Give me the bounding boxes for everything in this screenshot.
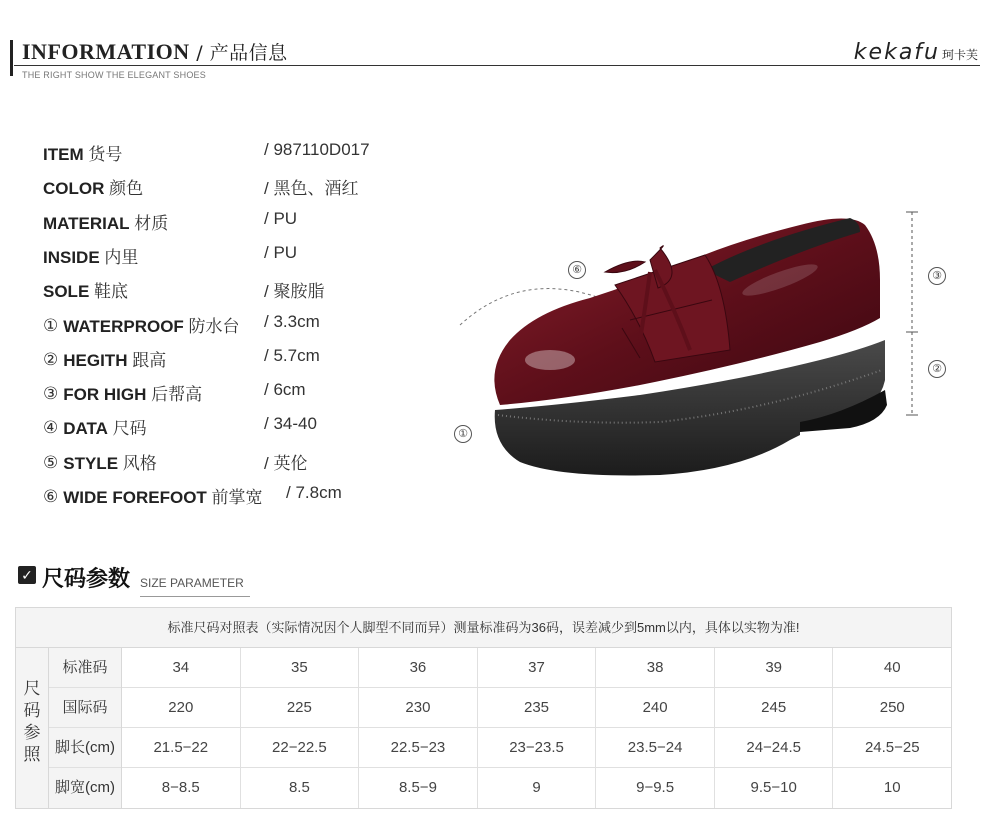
size-table-note: 标准尺码对照表（实际情况因个人脚型不同而异）测量标准码为36码，误差减少到5mm以内，具体以实物为准! xyxy=(16,608,951,648)
spec-row xyxy=(43,174,463,200)
spec-label xyxy=(43,346,166,371)
brand-name-cn: 珂卡芙 xyxy=(941,48,978,62)
spec-value: / 英伦 xyxy=(264,453,308,473)
spec-row xyxy=(43,209,463,235)
size-table xyxy=(15,607,952,809)
spec-row xyxy=(43,414,463,440)
spec-index: ① xyxy=(43,315,59,335)
spec-row xyxy=(43,140,463,166)
spec-row xyxy=(43,277,463,303)
spec-row xyxy=(43,243,463,269)
title-en: INFORMATION xyxy=(22,39,190,64)
spec-label-en: ITEM xyxy=(43,145,84,164)
spec-label-en: WIDE FOREFOOT xyxy=(63,488,207,507)
table-cell: 225 xyxy=(241,688,360,727)
spec-label-en: FOR HIGH xyxy=(63,385,147,405)
table-row xyxy=(122,688,951,728)
header-divider xyxy=(14,65,980,66)
brand xyxy=(854,40,978,65)
row-label: 国际码 xyxy=(49,688,121,728)
brand-logo: kekafu xyxy=(853,40,940,65)
spec-label-en: INSIDE xyxy=(43,247,100,267)
spec-label xyxy=(43,277,128,302)
spec-label-cn: 颜色 xyxy=(104,179,144,199)
table-cell: 40 xyxy=(883,659,901,676)
title-separator: / xyxy=(189,42,210,64)
spec-row xyxy=(43,449,463,475)
spec-value: / 34-40 xyxy=(264,414,317,434)
spec-label xyxy=(43,380,202,405)
spec-value: / 3.3cm xyxy=(264,311,320,331)
spec-index: ⑥ xyxy=(43,487,59,506)
table-cell: 245 xyxy=(715,688,834,727)
table-cell: 9−9.5 xyxy=(596,768,715,808)
spec-row xyxy=(43,346,463,372)
spec-label-cn: 跟高 xyxy=(127,350,167,370)
spec-label xyxy=(43,483,263,508)
spec-label xyxy=(43,414,147,439)
size-subtitle: SIZE PARAMETER xyxy=(140,576,244,590)
spec-label-en: HEGITH xyxy=(63,350,128,370)
table-cell: 240 xyxy=(596,688,715,727)
table-cell: 22.5−23 xyxy=(359,728,478,767)
spec-row xyxy=(43,312,463,338)
size-heading-underline xyxy=(140,596,250,597)
table-cell: 9.5−10 xyxy=(715,768,834,808)
table-cell: 250 xyxy=(879,699,905,716)
side-char: 尺 xyxy=(23,679,41,698)
row-label: 脚长(cm) xyxy=(49,728,121,768)
size-grid xyxy=(122,648,951,808)
spec-label-cn: 货号 xyxy=(83,145,123,164)
callout-2: ② xyxy=(928,360,946,378)
spec-index: ③ xyxy=(43,384,59,404)
spec-value: / 黑色、酒红 xyxy=(264,179,359,199)
spec-label-en: SOLE xyxy=(43,282,90,302)
spec-value: / PU xyxy=(264,208,298,228)
spec-label-cn: 尺码 xyxy=(107,419,147,439)
spec-label-en: WATERPROOF xyxy=(63,316,184,336)
table-cell: 8.5−9 xyxy=(359,768,478,808)
side-char: 参 xyxy=(23,723,41,742)
table-cell: 37 xyxy=(478,648,597,687)
table-cell: 36 xyxy=(359,648,478,687)
table-cell: 21.5−22 xyxy=(122,728,241,767)
spec-value: / 6cm xyxy=(264,380,306,400)
size-title: 尺码参数 xyxy=(42,567,131,592)
spec-label xyxy=(43,243,138,268)
shoe-illustration xyxy=(440,200,980,500)
size-side-label xyxy=(16,648,49,808)
side-char: 照 xyxy=(23,745,41,764)
spec-row xyxy=(43,483,463,509)
spec-value: / 5.7cm xyxy=(264,345,320,365)
table-cell: 8.5 xyxy=(241,768,360,808)
callout-1: ① xyxy=(454,425,472,443)
table-cell: 22−22.5 xyxy=(241,728,360,767)
table-cell: 39 xyxy=(715,648,834,687)
spec-index: ④ xyxy=(43,418,59,438)
table-cell: 235 xyxy=(478,688,597,727)
table-cell: 23.5−24 xyxy=(596,728,715,767)
table-row xyxy=(122,648,951,688)
page-subtitle: THE RIGHT SHOW THE ELEGANT SHOES xyxy=(22,70,206,80)
page-title xyxy=(22,38,288,65)
check-box-icon: ✓ xyxy=(18,566,36,584)
table-row xyxy=(122,728,951,768)
table-cell: 35 xyxy=(241,648,360,687)
spec-label-cn: 风格 xyxy=(118,453,157,473)
spec-index: ⑤ xyxy=(43,452,59,472)
spec-label-cn: 内里 xyxy=(99,247,139,267)
title-cn: 产品信息 xyxy=(209,42,288,64)
row-label: 脚宽(cm) xyxy=(55,779,115,796)
callout-3: ③ xyxy=(928,267,946,285)
spec-label-cn: 鞋底 xyxy=(89,282,129,302)
table-cell: 220 xyxy=(122,688,241,727)
spec-label xyxy=(43,209,168,234)
spec-value: / 聚胺脂 xyxy=(264,282,325,302)
table-cell: 10 xyxy=(883,779,901,796)
table-cell: 24−24.5 xyxy=(715,728,834,767)
header-accent-bar xyxy=(10,40,13,76)
spec-label-cn: 后帮高 xyxy=(146,385,203,405)
spec-label-en: STYLE xyxy=(63,453,119,473)
spec-row xyxy=(43,380,463,406)
table-cell: 38 xyxy=(596,648,715,687)
table-cell: 34 xyxy=(122,648,241,687)
spec-value: / PU xyxy=(264,242,298,262)
table-cell: 230 xyxy=(359,688,478,727)
table-cell: 9 xyxy=(478,768,597,808)
spec-label xyxy=(43,449,157,474)
spec-label-cn: 前掌宽 xyxy=(206,488,263,507)
row-label: 标准码 xyxy=(49,648,121,688)
spec-value: / 7.8cm xyxy=(286,483,342,502)
callout-6: ⑥ xyxy=(568,261,586,279)
row-labels xyxy=(49,648,122,808)
spec-label-cn: 防水台 xyxy=(183,316,240,336)
spec-label xyxy=(43,312,240,337)
spec-label xyxy=(43,174,143,199)
shoe-image xyxy=(440,200,980,500)
size-table-body xyxy=(16,648,951,808)
table-row xyxy=(122,768,951,808)
table-cell: 24.5−25 xyxy=(864,739,920,756)
table-cell: 23−23.5 xyxy=(478,728,597,767)
spec-index: ② xyxy=(43,349,59,369)
spec-label-en: COLOR xyxy=(43,179,105,199)
spec-value: / 987110D017 xyxy=(264,140,370,159)
spec-label-en: MATERIAL xyxy=(43,213,130,233)
side-char: 码 xyxy=(23,701,41,720)
table-cell: 8−8.5 xyxy=(122,768,241,808)
spec-label-cn: 材质 xyxy=(129,213,169,233)
spec-label xyxy=(43,140,122,165)
spec-label-en: DATA xyxy=(63,419,108,439)
